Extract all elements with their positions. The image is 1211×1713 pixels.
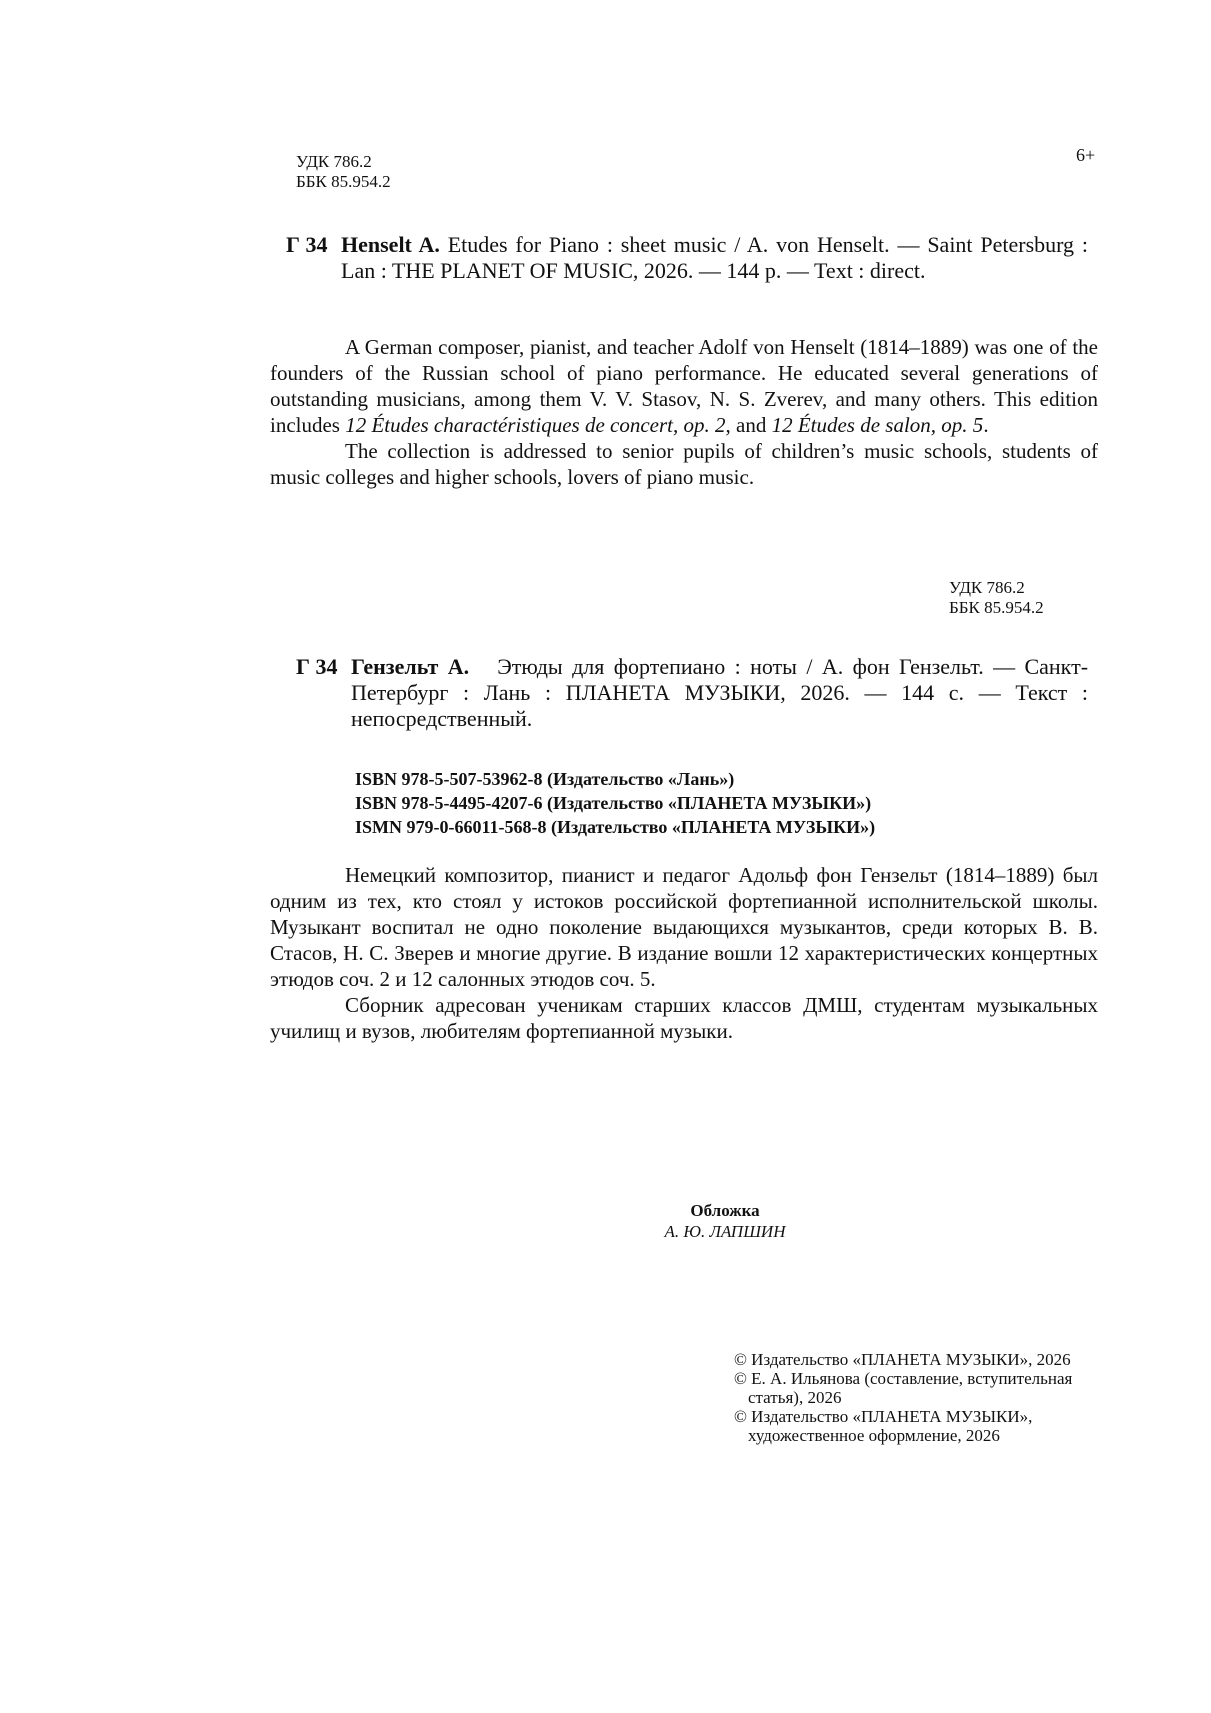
bbk-code: ББК 85.954.2 <box>296 172 391 191</box>
cover-designer: А. Ю. ЛАПШИН <box>664 1222 786 1241</box>
copyright-line: © Издательство «ПЛАНЕТА МУЗЫКИ», художественное оформление, 2026 <box>734 1407 1033 1445</box>
cover-credit <box>560 1200 890 1242</box>
udk-code: УДК 786.2 <box>296 152 372 171</box>
annotation-paragraph: Немецкий композитор, пианист и педагог Адольф фон Гензельт (1814–1889) был одним из тех, кто стоял у истоков российской фортепианной исполнительской школы. Музыкант воспитал не одно поколение выдающихся музыкантов, среди которых В. В. Стасов, Н. С. Зверев и многие другие. В издание вошли 12 характеристических концертных этюдов соч. 2 и 12 салонных этюдов соч. 5. <box>270 863 1098 991</box>
classification-codes-top <box>296 152 391 192</box>
classification-codes-ru <box>949 578 1044 618</box>
entry-author: Henselt A. <box>341 232 440 257</box>
bbk-code: ББК 85.954.2 <box>949 598 1044 617</box>
author-mark-code: Г 34 <box>296 654 338 679</box>
opus-2-title: 12 Études charactéristiques de concert, op. 2 <box>345 413 726 437</box>
russian-catalog-entry <box>296 654 1088 732</box>
opus-5-title: 12 Études de salon, op. 5 <box>771 413 984 437</box>
isbn-planet: ISBN 978-5-4495-4207-6 (Издательство «ПЛАНЕТА МУЗЫКИ») <box>355 793 872 813</box>
entry-description: Etudes for Piano : sheet music / A. von Henselt. — Saint Petersburg : Lan : THE PLANET OF MUSIC, 2026. — 144 p. — Text : direct. <box>341 232 1088 283</box>
entry-author: Гензельт А. <box>351 654 470 679</box>
annotation-paragraph: A German composer, pianist, and teacher Adolf von Henselt (1814–1889) was one of the founders of the Russian school of piano performance. He educated several generations of outstanding musicians, among them V. V. Stasov, N. S. Zverev, and many others. This edition includes 12 Études charactéristiques de concert, op. 2, and 12 Études de salon, op. 5. <box>270 335 1098 437</box>
isbn-block <box>355 767 875 839</box>
author-mark-code: Г 34 <box>286 232 328 257</box>
english-annotation <box>270 334 1098 490</box>
isbn-lan: ISBN 978-5-507-53962-8 (Издательство «Лань») <box>355 769 735 789</box>
annotation-paragraph: Сборник адресован ученикам старших классов ДМШ, студентам музыкальных училищ и вузов, любителям фортепианной музыки. <box>270 993 1098 1043</box>
entry-description: Этюды для фортепиано : ноты / А. фон Гензельт. — Санкт-Петербург : Лань : ПЛАНЕТА МУЗЫКИ, 2026. — 144 с. — Текст : непосредственный. <box>351 654 1089 731</box>
english-catalog-entry <box>286 232 1088 284</box>
age-rating: 6+ <box>1076 145 1096 165</box>
copyright-line: © Издательство «ПЛАНЕТА МУЗЫКИ», 2026 <box>734 1350 1071 1369</box>
copyright-block <box>734 1350 1079 1445</box>
copyright-line: © Е. А. Ильянова (составление, вступительная статья), 2026 <box>734 1369 1073 1407</box>
russian-annotation <box>270 862 1098 1044</box>
ismn-planet: ISMN 979-0-66011-568-8 (Издательство «ПЛАНЕТА МУЗЫКИ») <box>355 817 876 837</box>
udk-code: УДК 786.2 <box>949 578 1025 597</box>
annotation-paragraph: The collection is addressed to senior pupils of children’s music schools, students of music colleges and higher schools, lovers of piano music. <box>270 439 1098 489</box>
cover-label: Обложка <box>690 1201 760 1220</box>
